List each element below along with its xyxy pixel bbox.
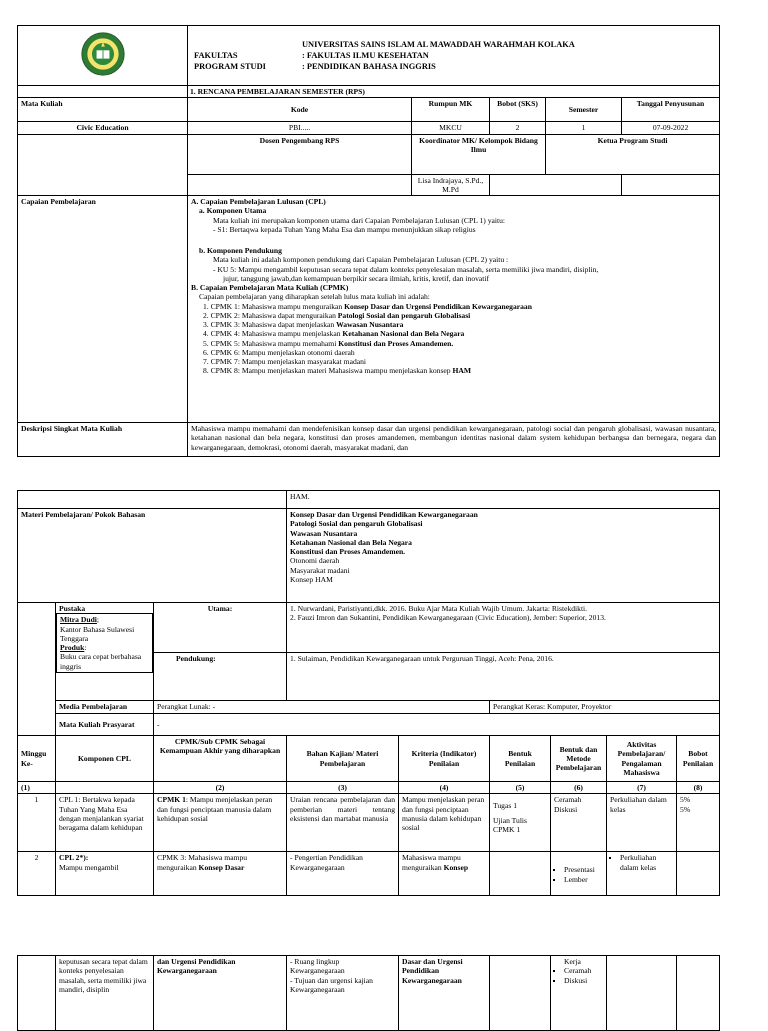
cpmk-item-bold: Wawasan Nusantara: [336, 320, 404, 329]
dosen-name: Lisa Indrajaya, S.Pd., M.Pd: [412, 174, 490, 196]
cpmk-title: B. Capaian Pembelajaran Mata Kuliah (CPMK): [191, 283, 349, 292]
table-row: [18, 852, 720, 896]
cpmk-item-bold: Patologi Sosial dan pengaruh Globalisasi: [337, 310, 471, 320]
pendukung-ref-1: 1. Sulaiman, Pendidikan Kewarganegaraan untuk Perguruan Tinggi, Aceh: Pena, 2016.: [287, 653, 720, 701]
row2-kriteria: [399, 852, 490, 896]
th-cpmk: CPMK/Sub CPMK Sebagai Kemampuan Akhir yang diharapkan: [154, 736, 287, 782]
row1-cpmk-code: CPMK 1: [157, 795, 186, 805]
deskripsi-text: Mahasiswa mampu memahami dan mendefenisikan konsep dasar dan urgensi pendidikan kewarganegaraan, patologi social dan pengaruh globalisasi, wawasan nusantara, ketahanan nasional dan bela negara, konstitusi dan proses amandemen, membangun identitas nasional dalam system kehidupan berbangsa dan bernegara, negara dan kewarganegaraan, demokrasi, otonomi daerah, masyarakat madani, dan: [188, 423, 720, 457]
row1-bentuk-1: Tugas 1: [493, 801, 518, 811]
row3-cpl: keputusan secara tepat dalam konteks penyelesaian masalah, serta memiliki jiwa mandiri, disiplin: [56, 956, 154, 1031]
utama-ref-1: 1. Nurwardani, Paristiyanti,dkk. 2016. Buku Ajar Mata Kuliah Wajib Umum. Jakarta: Ristekdikti.: [290, 604, 588, 613]
course-name: Civic Education: [18, 122, 188, 134]
row1-bentuk-2: Ujian Tulis CPMK 1: [493, 815, 527, 834]
th-kriteria: Kriteria (Indikator) Penilaian: [399, 736, 490, 782]
course-date: 07-09-2022: [622, 122, 720, 134]
cpmk-item-text: 3. CPMK 3: Mahasiswa dapat menjelaskan: [203, 320, 337, 329]
row2-minggu: 2: [18, 852, 56, 896]
cpmk-item-text: 6. CPMK 6: Mampu menjelaskan otonomi daerah: [203, 347, 355, 357]
media-label: Media Pembelajaran: [56, 701, 154, 714]
komponen-pendukung-item-cont: jujur, tanggung jawab,dan kemampuan berpikir secara ilmiah, kritis, kretif, dan inovatif: [223, 273, 490, 283]
cpmk-item: [203, 348, 716, 357]
cpmk-item-text: 1. CPMK 1: Mahasiswa mampu menguraikan: [203, 301, 345, 311]
th-bentuk: Bentuk Penilaian: [490, 736, 551, 782]
row2-cpl: [56, 852, 154, 896]
dosen-header: Dosen Pengembang RPS: [188, 134, 412, 174]
capaian-content: [188, 196, 720, 423]
mitra-suffix: ;: [96, 615, 100, 625]
koordinator-header: Koordinator MK/ Kelompok Bidang Ilmu: [412, 134, 546, 174]
row3-bahan-2: - Tujuan dan urgensi kajian Kewarganegaraan: [290, 975, 373, 994]
column-number-row: [18, 782, 720, 794]
row2-cpl-text: Mampu mengambil: [59, 862, 119, 872]
tanggal-header: Tanggal Penyusunan: [622, 98, 720, 122]
materi-item: Konsep Dasar dan Urgensi Pendidikan Kewarganegaraan: [290, 510, 478, 519]
cpmk-item: [203, 329, 716, 338]
column-number: [56, 782, 154, 794]
university-logo-icon: [80, 31, 126, 77]
cpmk-intro: Capaian pembelajaran yang diharapkan setelah lulus mata kuliah ini adalah:: [199, 292, 430, 302]
row2-cpmk-text: CPMK 3: Mahasiswa mampu menguraikan: [157, 853, 248, 872]
row3-kriteria: Dasar dan Urgensi Pendidikan Kewarganegaraan: [399, 956, 490, 1031]
row3-cpmk: dan Urgensi Pendidikan Kewarganegaraan: [154, 956, 287, 1031]
course-rumpun: MKCU: [412, 122, 490, 134]
column-number: (1): [18, 782, 56, 794]
column-number: (6): [551, 782, 607, 794]
header-info: [188, 26, 720, 86]
row1-bobot-1: 5%: [680, 795, 691, 805]
row2-metode: [551, 852, 607, 896]
rps-table-part1: [17, 25, 720, 457]
cpmk-item-bold: Konsep Dasar dan Urgensi Pendidikan Kewarganegaraan: [344, 301, 532, 311]
materi-item: Konsep HAM: [290, 574, 333, 584]
pustaka-cell: [56, 603, 154, 701]
course-bobot: 2: [490, 122, 546, 134]
cpmk-item: [203, 320, 716, 329]
rps-table-part3: [17, 955, 720, 1031]
komponen-utama-title: a. Komponen Utama: [199, 206, 267, 216]
row2-metode-1: ▪ Presentasi: [564, 865, 603, 874]
row3-metode-2: ▪ Diskusi: [564, 976, 603, 985]
table-row: [18, 794, 720, 852]
row1-cpmk: [154, 794, 287, 852]
rumpun-header: Rumpun MK: [412, 98, 490, 122]
column-number: (3): [287, 782, 399, 794]
komponen-utama-text: Mata kuliah ini merupakan komponen utama dari Capaian Pembelajaran Lulusan (CPL 1) yaitu:: [213, 215, 505, 225]
th-bahan: Bahan Kajian/ Materi Pembelajaran: [287, 736, 399, 782]
row2-cpl-code: CPL 2*):: [59, 853, 89, 863]
cpmk-item-bold: Konstitusi dan Proses Amandemen.: [338, 338, 454, 348]
capaian-label: Capaian Pembelajaran: [18, 196, 188, 423]
row1-kriteria: Mampu menjelaskan peran dan fungsi penciptaan manusia dalam kehidupan sosial: [399, 794, 490, 852]
media-keras: Perangkat Keras: Komputer, Proyektor: [490, 701, 720, 714]
course-semester: 1: [546, 122, 622, 134]
cpmk-item-text: 4. CPMK 4: Mahasiswa mampu menjelaskan: [203, 329, 343, 339]
row2-metode-2: ▪ Lember: [564, 875, 603, 884]
komponen-pendukung-title: b. Komponen Pendukung: [199, 246, 282, 255]
cpmk-item-bold: Ketahanan Nasional dan Bela Negara: [342, 329, 465, 339]
program-value: : PENDIDIKAN BAHASA INGGRIS: [302, 62, 436, 72]
th-metode: Bentuk dan Metode Pembelajaran: [551, 736, 607, 782]
komponen-pendukung-item: - KU 5: Mampu mengambil keputusan secara tepat dalam konteks penyelesaian masalah, serta memiliki jiwa mandiri, disiplin,: [213, 264, 599, 274]
row2-bahan: - Pengertian Pendidikan Kewarganegaraan: [287, 852, 399, 896]
cpmk-item-bold: HAM: [452, 366, 472, 376]
row2-cpmk: [154, 852, 287, 896]
row3-metode: [551, 956, 607, 1031]
komponen-utama-item: - S1: Bertaqwa kepada Tuhan Yang Maha Esa dan mampu menunjukkan sikap religius: [213, 224, 476, 234]
row1-minggu: 1: [18, 794, 56, 852]
cpmk-item-text: 2. CPMK 2: Mahasiswa dapat menguraikan: [203, 310, 338, 320]
row2-kriteria-text: Mahasiswa mampu menguraikan: [402, 853, 461, 872]
row2-aktivitas-1: ▪ Perkuliahan dalam kelas: [620, 853, 673, 872]
materi-item: Patologi Sosial dan pengaruh Globalisasi: [290, 519, 423, 529]
program-label: PROGRAM STUDI: [194, 62, 266, 72]
row2-cpmk-bold: Konsep Dasar: [198, 862, 245, 872]
row3-metode-0: Kerja: [564, 957, 581, 966]
th-aktivitas: Aktivitas Pembelajaran/ Pengalaman Mahasiswa: [607, 736, 677, 782]
th-bobot: Bobot Penilaian: [677, 736, 720, 782]
cpmk-item: [203, 357, 716, 366]
row2-aktivitas: [607, 852, 677, 896]
mitra-label: Mitra Dudi: [60, 615, 97, 625]
semester-header: Semester: [546, 98, 622, 122]
row2-kriteria-bold: Konsep: [443, 862, 469, 872]
produk-value: Buku cara cepat berbahasa inggris: [60, 652, 142, 671]
materi-item: Konstitusi dan Proses Amandemen.: [290, 547, 406, 556]
materi-list: [287, 509, 720, 603]
cpmk-item-text: 7. CPMK 7: Mampu menjelaskan masyarakat madani: [203, 357, 367, 366]
prasyarat-label: Mata Kuliah Prasyarat: [56, 714, 154, 736]
materi-label: Materi Pembelajaran/ Pokok Bahasan: [18, 509, 287, 603]
row1-bentuk: [490, 794, 551, 852]
cpmk-item: [203, 366, 716, 375]
materi-item: Wawasan Nusantara: [290, 528, 358, 538]
cpmk-item: [203, 302, 716, 311]
row1-metode: Ceramah Diskusi: [551, 794, 607, 852]
row3-bahan-1: - Ruang lingkup Kewarganegaraan: [290, 957, 345, 976]
logo-cell: [18, 26, 188, 86]
cpmk-list: [191, 302, 716, 376]
faculty-value: : FAKULTAS ILMU KESEHATAN: [302, 50, 429, 60]
produk-suffix: :: [84, 643, 87, 652]
row1-bobot: [677, 794, 720, 852]
cpmk-item: [203, 311, 716, 320]
university-name: UNIVERSITAS SAINS ISLAM AL MAWADDAH WARAHMAH KOLAKA: [302, 39, 575, 49]
produk-label: Produk: [60, 643, 85, 652]
materi-item: Masyarakat madani: [290, 565, 350, 575]
column-number: (4): [399, 782, 490, 794]
course-code: PBI.....: [188, 122, 412, 134]
row1-bobot-2: 5%: [680, 804, 691, 814]
materi-item: Ketahanan Nasional dan Bela Negara: [290, 537, 412, 547]
komponen-pendukung-text: Mata kuliah ini adalah komponen pendukung dari Capaian Pembelajaran Lulusan (CPL 2) yaitu :: [213, 255, 509, 265]
utama-label: Utama:: [154, 603, 287, 653]
row1-bahan: Uraian rencana pembelajaran dan pemberian materi tentang eksistensi dan martabat manusia: [287, 794, 399, 852]
th-minggu: Minggu Ke-: [18, 736, 56, 782]
course-header-label: Mata Kuliah: [18, 98, 188, 122]
row1-aktivitas: Perkuliahan dalam kelas: [607, 794, 677, 852]
column-number: (7): [607, 782, 677, 794]
mitra-value: Kantor Bahasa Sulawesi Tenggara: [60, 624, 135, 643]
prasyarat-value: -: [154, 714, 720, 736]
cpmk-item-text: 5. CPMK 5: Mahasiswa mampu memahami: [203, 338, 339, 348]
kode-header: Kode: [188, 98, 412, 122]
rps-table-part2: [17, 490, 720, 896]
cpmk-item: [203, 339, 716, 348]
deskripsi-cont: HAM.: [287, 491, 720, 509]
materi-item: Otonomi daerah: [290, 556, 340, 566]
utama-ref-2: 2. Fauzi Imron dan Sukantini, Pendidikan Kewarganegaraan (Civic Education), Jember: Superior, 2013.: [290, 613, 606, 623]
utama-list: [287, 603, 720, 653]
column-number: (2): [154, 782, 287, 794]
faculty-label: FAKULTAS: [194, 50, 238, 60]
bobot-header: Bobot (SKS): [490, 98, 546, 122]
column-number: (8): [677, 782, 720, 794]
column-number: (5): [490, 782, 551, 794]
row1-cpmk-text: : Mampu menjelaskan peran dan fungsi penciptaan manusia dalam kehidupan sosial: [157, 795, 273, 823]
pustaka-label: Pustaka: [59, 604, 86, 613]
table-row: [18, 956, 720, 1031]
th-cpl: Komponen CPL: [56, 736, 154, 782]
cpl-title: A. Capaian Pembelajaran Lulusan (CPL): [191, 197, 326, 206]
cpmk-item-text: 8. CPMK 8: Mampu menjelaskan materi Mahasiswa mampu menjelaskan konsep: [203, 366, 453, 376]
media-lunak: Perangkat Lunak: -: [154, 701, 490, 714]
ketua-header: Ketua Program Studi: [546, 134, 720, 174]
pendukung-label: Pendukung:: [154, 653, 287, 701]
deskripsi-label: Deskripsi Singkat Mata Kuliah: [18, 423, 188, 457]
row3-metode-1: ▪ Ceramah: [564, 966, 603, 975]
document-title: 1. RENCANA PEMBELAJARAN SEMESTER (RPS): [188, 86, 720, 98]
row3-bahan: [287, 956, 399, 1031]
row1-cpl: CPL 1: Bertakwa kepada Tuhan Yang Maha Esa dengan menjalankan syariat beragama dalam kehidupan: [56, 794, 154, 852]
